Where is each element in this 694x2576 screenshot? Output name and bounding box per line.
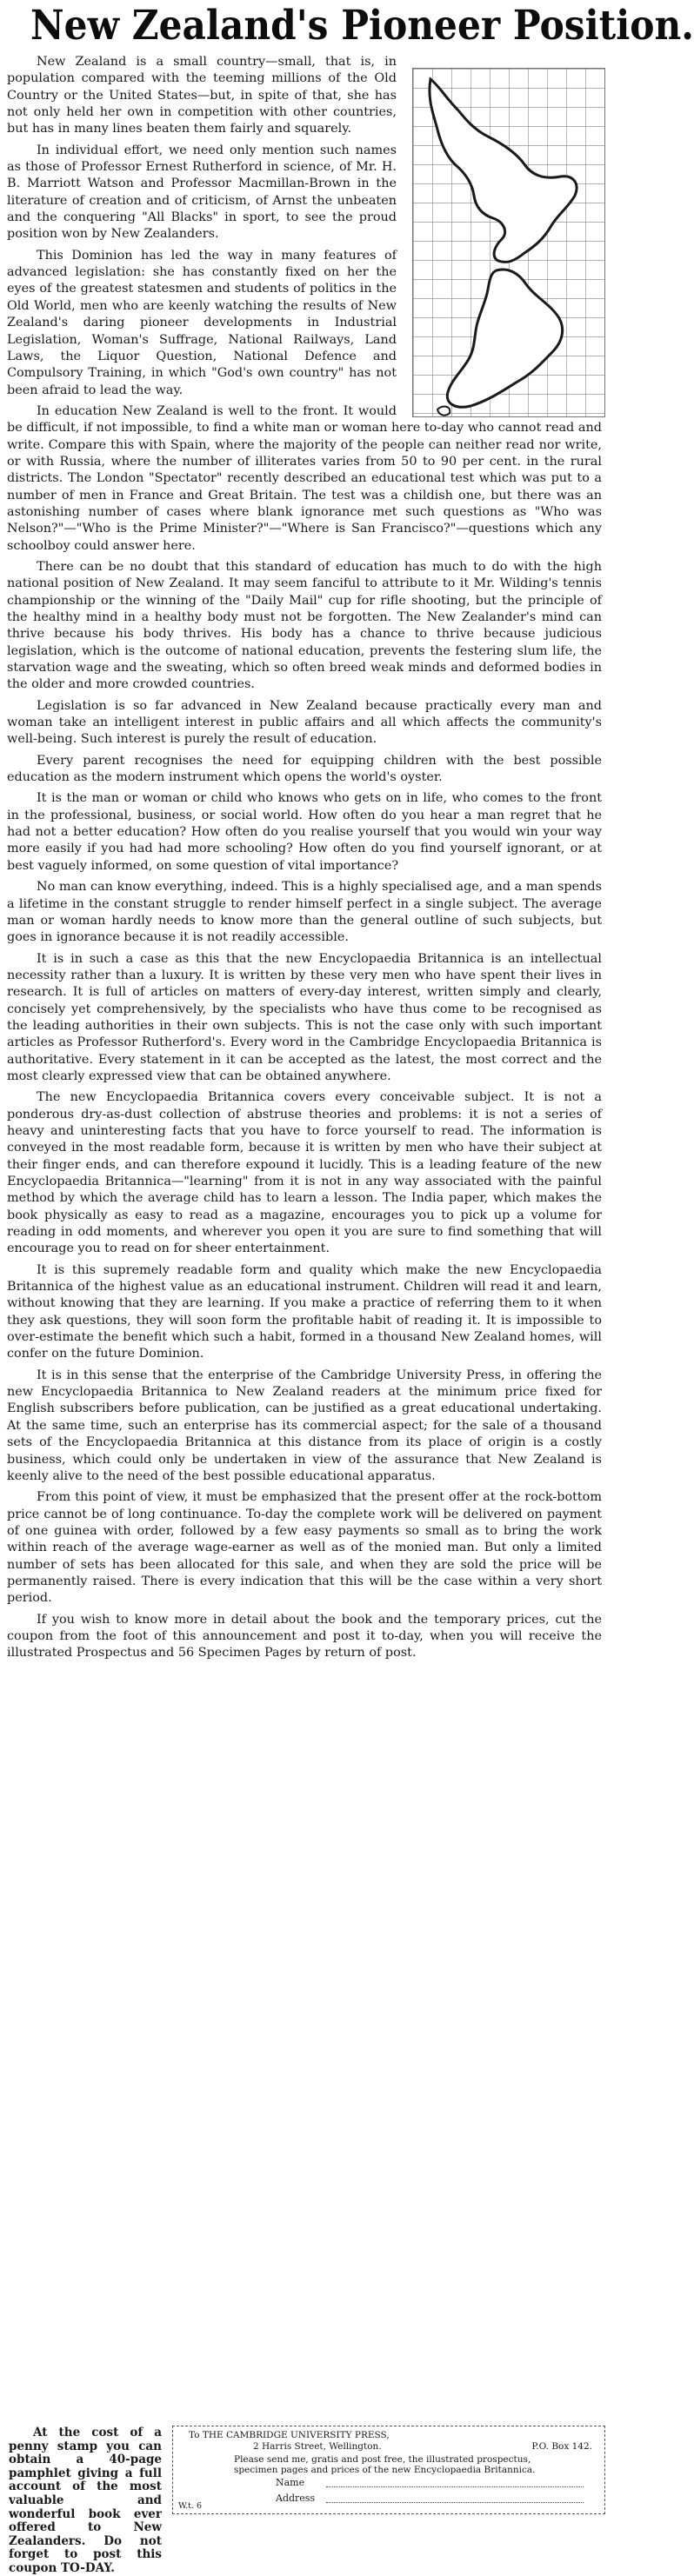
paragraph-12: It is this supremely readable form and quality which make the new Encyclopaedia Britannica of the highest value as an educational instrument. Children will read it and learn, without knowing that they are learning. If you make a practice of referring them to it when they ask questions, they will soon form the profitable habit of reading it. It is impossible to over-estimate the benefit which such a habit, formed in a thousand New Zealand homes, will confer on the future Dominion.: [7, 1262, 602, 1361]
paragraph-8: It is the man or woman or child who knows who gets on in life, who comes to the front in the professional, business, or social world. How often do you hear a man regret that he had not a better education? How often do you realise yourself that you would win your way more easily if you had had more schooling? How often do you find yourself ignorant, or at best vaguely informed, on some question of vital importance?: [7, 791, 602, 873]
map-float-spacer: [397, 54, 602, 417]
coupon-address-line: 2 Harris Street, Wellington.: [253, 2441, 382, 2452]
paragraph-15: If you wish to know more in detail about the book and the temporary prices, cut the coupon from the foot of this announcement and post it to-day, when you will receive the illustrated Prospectus and 56 Specimen Pages by return of post.: [7, 1612, 602, 1661]
paragraph-2: In individual effort, we need only mention such names as those of Professor Ernest Rutherford in science, of Mr. H. B. Marriott Watson and Professor Macmillan-Brown in the literature of creation and of criticism, of Arnst the unbeaten and the conquering "All Blacks" in sport, to see the proud position won by New Zealanders.: [7, 143, 397, 242]
paragraph-9: No man can know everything, indeed. This is a highly specialised age, and a man spends a lifetime in the constant struggle to render himself perfect in a single subject. The average man or woman hardly needs to know more than the general outline of such subjects, but goes in ignorance because it is not readily accessible.: [7, 880, 602, 945]
coupon-name-line[interactable]: [326, 2486, 584, 2487]
order-coupon[interactable]: [172, 2426, 605, 2514]
paragraph-6: Legislation is so far advanced in New Zealand because practically every man and woman take an intelligent interest in public affairs and all which affects the community's well-being. Such interest is purely the result of education.: [7, 698, 602, 747]
paragraph-5: There can be no doubt that this standard of education has much to do with the high national position of New Zealand. It may seem fanciful to attribute to it Mr. Wilding's tennis championship or the winning of the "Daily Mail" cup for rifle shooting, but the principle of the healthy mind in a healthy body must not be forgotten. The New Zealander's mind can thrive because his body thrives. His body has a chance to thrive because judicious legislation, which is the outcome of national education, prevents the festering slum life, the starvation wage and the sweating, which so often breed weak minds and deformed bodies in the older and more crowded countries.: [7, 559, 602, 692]
article-body: [7, 54, 602, 1667]
coupon-name-field[interactable]: [276, 2478, 304, 2489]
headline: New Zealand's Pioneer Position.: [30, 2, 694, 50]
paragraph-4: In education New Zealand is well to the front. It would be difficult, if not impossible, to find a white man or woman here to-day who cannot read and write. Compare this with Spain, where the majority of the people can neither read nor write, or with Russia, where the number of illiterates varies from 50 to 90 per cent. in the rural districts. The London "Spectator" recently described an educational test which was put to a number of men in France and Great Britain. The test was a childish one, but there was an astonishing number of cases where blank ignorance met such questions as "Who was Nelson?"—"Who is the Prime Minister?"—"Where is San Francisco?"—questions which any schoolboy could answer here.: [7, 403, 602, 553]
paragraph-1: New Zealand is a small country—small, that is, in population compared with the teeming millions of the Old Country or the United States—but, in spite of that, she has not only held her own in competition with other countries, but has in many lines beaten them fairly and squarely.: [7, 55, 397, 136]
paragraph-3: This Dominion has led the way in many features of advanced legislation: she has constantly fixed on her the eyes of the greatest statesmen and students of politics in the Old World, men who are keenly watching the results of New Zealand's daring pioneer developments in Industrial Legislation, Woman's Suffrage, National Railways, Land Laws, the Liquor Question, National Defence and Compulsory Training, in which "God's own country" has not been afraid to lead the way.: [7, 248, 397, 397]
paragraph-11: The new Encyclopaedia Britannica covers every conceivable subject. It is not a ponderous dry-as-dust collection of abstruse theories and problems: it is not a series of heavy and uninteresting facts that you have to force yourself to read. The information is conveyed in the most readable form, because it is written by men who have their subject at their finger ends, and can therefore expound it lucidly. This is a leading feature of the new Encyclopaedia Britannica—"learning" from it is not in any way associated with the painful method by which the average child has to learn a lesson. The India paper, which makes the book physically as easy to read as a magazine, encourages you to pick up a volume for reading in odd moments, and wherever you open it you are sure to find something that will encourage you to read on for sheer entertainment.: [7, 1090, 602, 1256]
coupon-address-field[interactable]: [276, 2493, 315, 2505]
coupon-to-line: To THE CAMBRIDGE UNIVERSITY PRESS,: [189, 2430, 390, 2440]
coupon-address-input-line[interactable]: [326, 2502, 584, 2503]
paragraph-13: It is in this sense that the enterprise of the Cambridge University Press, in offering the new Encyclopaedia Britannica to New Zealand readers at the minimum price fixed for English subscribers before publication, can be justified as a great educational undertaking. At the same time, such an enterprise has its commercial aspect; for the sale of a thousand sets of the Encyclopaedia Britannica at this distance from its place of origin is a costly business, which could only be undertaken in view of the assurance that New Zealand is keenly alive to the need of the best possible educational apparatus.: [7, 1368, 602, 1483]
paragraph-14: From this point of view, it must be emphasized that the present offer at the rock-bottom price cannot be of long continuance. To-day the complete work will be delivered on payment of one guinea with order, followed by a few easy payments so small as to bring the work within reach of the average wage-earner as well as of the monied man. But only a limited number of sets has been allocated for this sale, and when they are sold the price will be permanently raised. There is every indication that this will be the case within a very short period.: [7, 1490, 602, 1606]
footer-note-text: At the cost of a penny stamp you can obtain a 40-page pamphlet giving a full account of the most valuable and wonderful book ever offered to New Zealanders. Do not forget to post this coupon TO-DAY.: [9, 2426, 162, 2575]
paragraph-10: It is in such a case as this that the new Encyclopaedia Britannica is an intellectual necessity rather than a luxury. It is written by these very men who have spent their lives in research. It is full of articles on matters of every-day interest, written simply and clearly, concisely yet comprehensively, by the specialists who have thus come to be recognised as the leading authorities in their own subjects. This is not the case only with such important articles as Professor Rutherford's. Every word in the Cambridge Encyclopaedia Britannica is authoritative. Every statement in it can be accepted as the latest, the most correct and the most clearly expressed view that can be obtained anywhere.: [7, 951, 602, 1083]
paragraph-7: Every parent recognises the need for equipping children with the best possible education as the modern instrument which opens the world's oyster.: [7, 753, 602, 785]
coupon-po-box: P.O. Box 142.: [531, 2441, 592, 2452]
footer: [0, 2424, 609, 2575]
coupon-ref-code: W.t. 6: [178, 2500, 203, 2511]
coupon-name-label: Name: [276, 2477, 305, 2488]
coupon-address-label: Address: [276, 2493, 316, 2504]
footer-note: [9, 2426, 162, 2576]
coupon-request-text: Please send me, gratis and post free, the illustrated prospectus, specimen pages and prices of the new Encyclopaedia Britannica.: [234, 2454, 536, 2475]
